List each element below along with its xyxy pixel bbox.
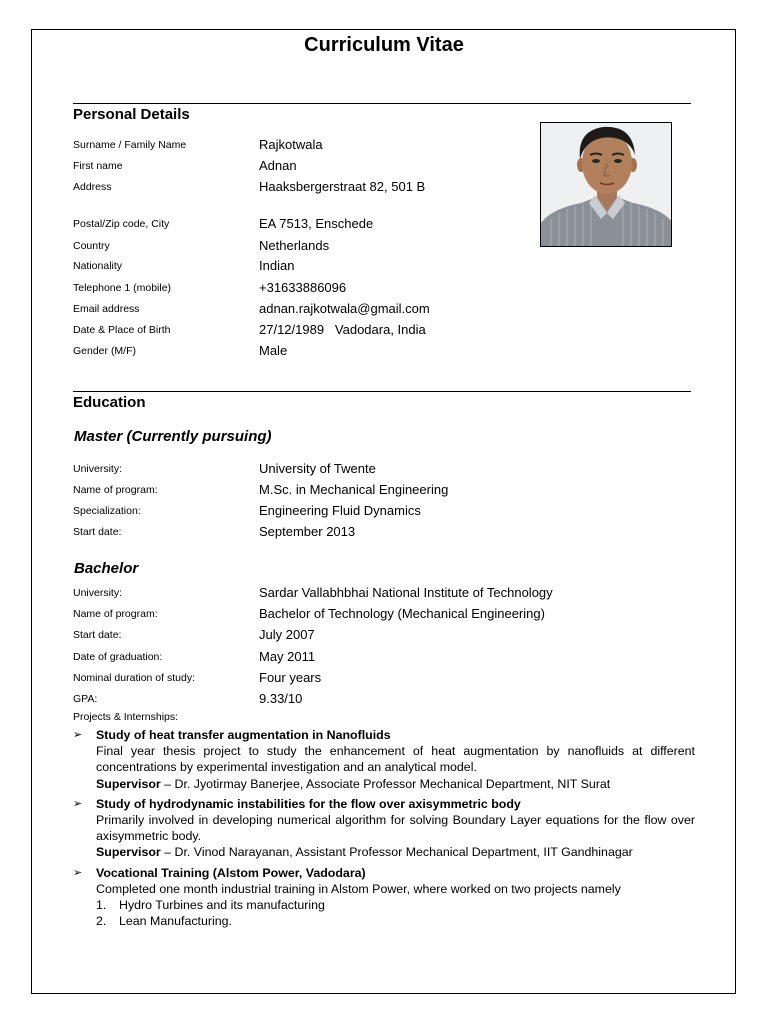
label-telephone: Telephone 1 (mobile) [73, 282, 172, 294]
value-surname: Rajkotwala [259, 137, 323, 152]
value-bachelor-graduation: May 2011 [259, 649, 316, 664]
label-bachelor-gpa: GPA: [73, 693, 98, 705]
value-email: adnan.rajkotwala@gmail.com [259, 301, 430, 316]
subsection-bachelor: Bachelor [74, 560, 139, 577]
value-gender: Male [259, 343, 288, 358]
label-postal-city: Postal/Zip code, City [73, 218, 170, 230]
subsection-master: Master (Currently pursuing) [74, 428, 272, 445]
projects-list [73, 727, 695, 933]
arrow-bullet-icon: ➢ [73, 729, 83, 741]
value-address: Haaksbergerstraat 82, 501 B [259, 179, 426, 194]
value-master-university: University of Twente [259, 461, 376, 476]
label-projects: Projects & Internships: [73, 711, 179, 723]
numbered-item [96, 913, 695, 929]
value-postal-city: EA 7513, Enschede [259, 216, 374, 231]
section-education: Education [73, 394, 146, 411]
item-number: 1. [96, 898, 107, 913]
label-surname: Surname / Family Name [73, 139, 187, 151]
supervisor-label: Supervisor [96, 845, 161, 860]
label-bachelor-duration: Nominal duration of study: [73, 672, 195, 684]
supervisor-label: Supervisor [96, 776, 161, 791]
supervisor-text: – Dr. Jyotirmay Banerjee, Associate Professor Mechanical Department, NIT Surat [160, 776, 611, 791]
numbered-item [96, 897, 695, 913]
item-text: Hydro Turbines and its manufacturing [119, 898, 325, 913]
project-title: Study of hydrodynamic instabilities for the flow over axisymmetric body [96, 796, 521, 811]
project-description: Completed one month industrial training in Alstom Power, where worked on two projects namely [96, 881, 621, 896]
list-item [73, 865, 695, 930]
divider [73, 391, 691, 392]
label-master-start: Start date: [73, 526, 122, 538]
label-bachelor-program: Name of program: [73, 608, 158, 620]
label-bachelor-university: University: [73, 587, 123, 599]
value-country: Netherlands [259, 238, 330, 253]
value-bachelor-start: July 2007 [259, 627, 315, 642]
value-bachelor-gpa: 9.33/10 [259, 691, 303, 706]
label-master-specialization: Specialization: [73, 505, 141, 517]
project-description: Final year thesis project to study the enhancement of heat augmentation by nanofluids at different concentrations by experimental investigation and an analytical model. [96, 744, 695, 775]
label-master-program: Name of program: [73, 484, 158, 496]
label-gender: Gender (M/F) [73, 345, 137, 357]
list-item [73, 796, 695, 861]
divider [73, 103, 691, 104]
label-email: Email address [73, 303, 140, 315]
value-telephone: +31633886096 [259, 280, 347, 295]
section-personal-details: Personal Details [73, 106, 190, 123]
label-nationality: Nationality [73, 260, 123, 272]
supervisor-text: – Dr. Vinod Narayanan, Assistant Professor Mechanical Department, IIT Gandhinagar [160, 845, 633, 860]
value-bachelor-program: Bachelor of Technology (Mechanical Engineering) [259, 606, 545, 621]
project-title: Vocational Training (Alstom Power, Vadodara) [96, 865, 366, 880]
label-bachelor-graduation: Date of graduation: [73, 651, 163, 663]
value-master-program: M.Sc. in Mechanical Engineering [259, 482, 449, 497]
label-master-university: University: [73, 463, 123, 475]
project-supervisor [96, 776, 695, 792]
project-title: Study of heat transfer augmentation in Nanofluids [96, 728, 391, 742]
arrow-bullet-icon: ➢ [73, 797, 83, 810]
portrait-image [541, 123, 672, 247]
value-first-name: Adnan [259, 158, 297, 173]
label-bachelor-start: Start date: [73, 629, 122, 641]
label-country: Country [73, 240, 110, 252]
value-bachelor-university: Sardar Vallabhbhai National Institute of Technology [259, 585, 553, 600]
label-birth: Date & Place of Birth [73, 324, 171, 336]
item-number: 2. [96, 914, 107, 929]
profile-photo [540, 122, 672, 247]
value-birth: 27/12/1989 Vadodara, India [259, 322, 426, 337]
project-description: Primarily involved in developing numerical algorithm for solving Boundary Layer equations for the flow over axisymmetric body. [96, 813, 695, 844]
list-item [73, 727, 695, 792]
project-supervisor [96, 844, 695, 860]
value-bachelor-duration: Four years [259, 670, 322, 685]
label-address: Address [73, 181, 112, 193]
value-master-specialization: Engineering Fluid Dynamics [259, 503, 421, 518]
value-nationality: Indian [259, 258, 295, 273]
page-title: Curriculum Vitae [304, 34, 464, 56]
item-text: Lean Manufacturing. [119, 914, 232, 929]
arrow-bullet-icon: ➢ [73, 866, 83, 879]
value-master-start: September 2013 [259, 524, 356, 539]
label-first-name: First name [73, 160, 123, 172]
